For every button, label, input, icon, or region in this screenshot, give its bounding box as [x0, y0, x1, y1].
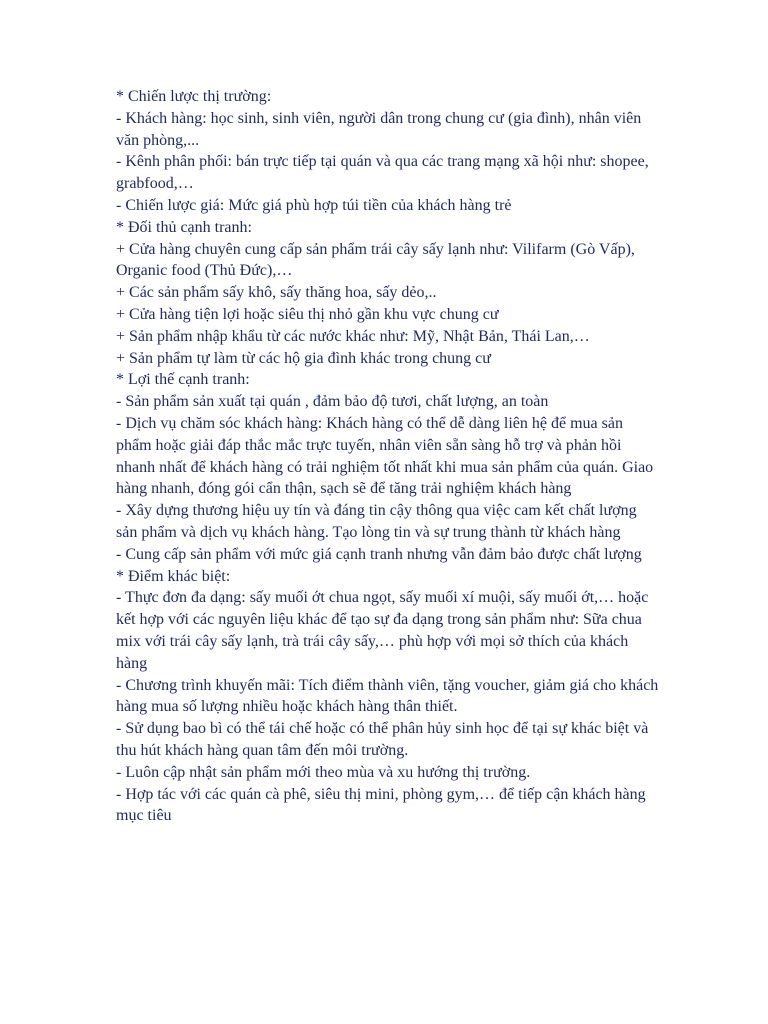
competitor-item-freeze-dried-stores: + Cửa hàng chuyên cung cấp sản phẩm trái cây sấy lạnh như: Vilifarm (Gò Vấp), Organic food (Thủ Đức),… [116, 240, 635, 280]
advantage-item-in-house-production: - Sản phẩm sản xuất tại quán , đảm bảo độ tươi, chất lượng, an toàn [116, 393, 549, 411]
paragraph-customers: - Khách hàng: học sinh, sinh viên, người dân trong chung cư (gia đình), nhân viên văn phòng,... [116, 109, 642, 149]
differentiation-item-seasonal-products: - Luôn cập nhật sản phẩm mới theo mùa và xu hướng thị trường. [116, 763, 531, 781]
advantage-item-customer-service: - Dịch vụ chăm sóc khách hàng: Khách hàng có thể dễ dàng liên hệ để mua sản phẩm hoặc giải đáp thắc mắc trực tuyến, nhân viên sẵn sàng hỗ trợ và phản hồi nhanh nhất để khách hàng có trải nghiệm tốt nhất khi mua sản phẩm của quán. Giao hàng nhanh, đóng gói cẩn thận, sạch sẽ để tăng trải nghiệm khách hàng [116, 414, 654, 498]
differentiation-item-promotions: - Chương trình khuyến mãi: Tích điểm thành viên, tặng voucher, giảm giá cho khách hàng mua số lượng nhiều hoặc khách hàng thân thiết. [116, 676, 659, 716]
heading-differentiation: * Điểm khác biệt: [116, 567, 231, 585]
competitor-item-dried-products: + Các sản phẩm sấy khô, sấy thăng hoa, sấy dẻo,.. [116, 284, 437, 302]
heading-market-strategy: * Chiến lược thị trường: [116, 88, 272, 105]
competitor-item-convenience-stores: + Cửa hàng tiện lợi hoặc siêu thị nhỏ gần khu vực chung cư [116, 305, 499, 323]
competitor-item-imported-products: + Sản phẩm nhập khẩu từ các nước khác như: Mỹ, Nhật Bản, Thái Lan,… [116, 327, 590, 345]
paragraph-pricing-strategy: - Chiến lược giá: Mức giá phù hợp túi tiền của khách hàng trẻ [116, 196, 512, 214]
differentiation-item-menu: - Thực đơn đa dạng: sấy muối ớt chua ngọt, sấy muối xí muội, sấy muối ớt,… hoặc kết hợp với các nguyên liệu khác để tạo sự đa dạng trong sản phẩm như: Sữa chua mix với trái cây sấy lạnh, trà trái cây sấy,… phù hợp với mọi sở thích của khách hàng [116, 589, 649, 672]
differentiation-item-packaging: - Sử dụng bao bì có thể tái chế hoặc có thể phân hủy sinh học để tại sự khác biệt và thu hút khách hàng quan tâm đến môi trường. [116, 720, 649, 759]
paragraph-distribution-channels: - Kênh phân phối: bán trực tiếp tại quán và qua các trang mạng xã hội như: shopee, grabfood,… [116, 153, 649, 193]
advantage-item-competitive-price: - Cung cấp sản phẩm với mức giá cạnh tranh nhưng vẫn đảm bảo được chất lượng [116, 545, 642, 563]
advantage-item-brand-trust: - Xây dựng thương hiệu uy tín và đáng tin cậy thông qua việc cam kết chất lượng sản phẩm và dịch vụ khách hàng. Tạo lòng tin và sự trung thành từ khách hàng [116, 502, 637, 541]
competitor-item-homemade-products: + Sản phẩm tự làm từ các hộ gia đình khác trong chung cư [116, 349, 491, 367]
document-body [116, 86, 661, 827]
heading-competitors: * Đối thủ cạnh tranh: [116, 218, 252, 236]
differentiation-item-partnerships: - Hợp tác với các quán cà phê, siêu thị mini, phòng gym,… để tiếp cận khách hàng mục tiêu [116, 785, 646, 825]
heading-competitive-advantage: * Lợi thế cạnh tranh: [116, 371, 250, 389]
